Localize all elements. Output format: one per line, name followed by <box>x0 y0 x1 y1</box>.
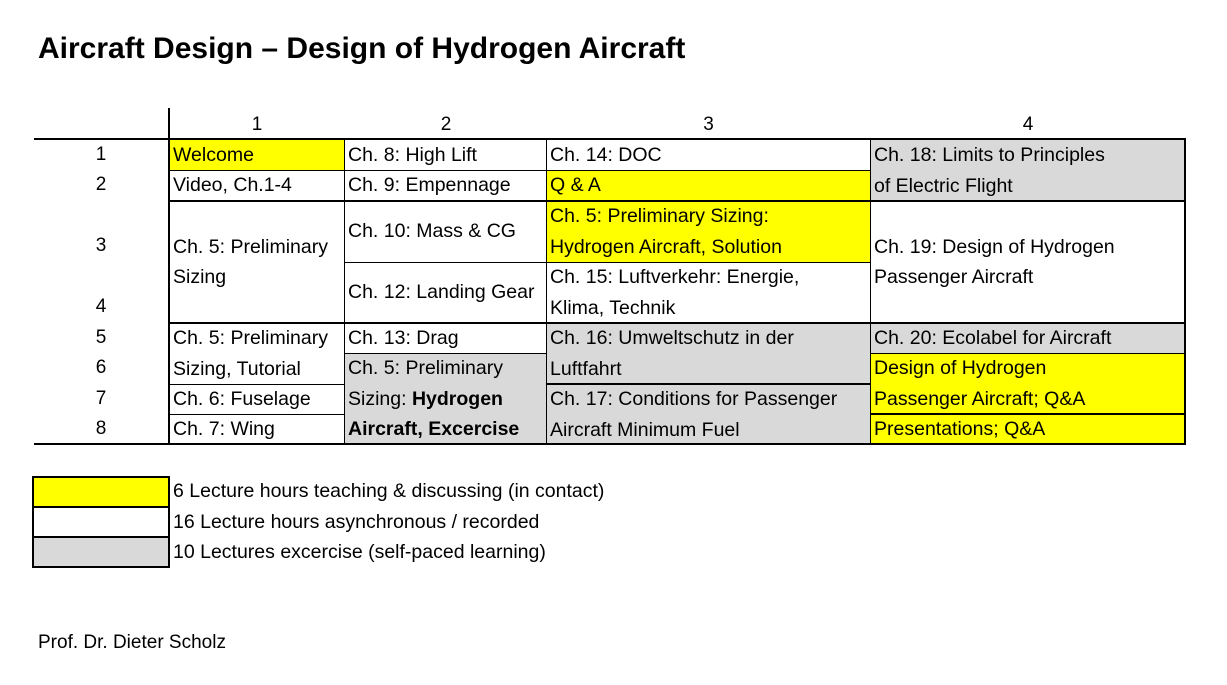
cell-text: Hydrogen Aircraft, Solution <box>550 235 782 258</box>
cell-limits-electric <box>871 140 1185 201</box>
cell-text: Ch. 5: Preliminary <box>173 327 328 349</box>
cell-text: Ch. 15: Luftverkehr: Energie, <box>550 266 800 288</box>
row-label-2: 2 <box>95 174 107 195</box>
legend-border <box>32 506 170 508</box>
cell-text: Welcome <box>173 144 254 166</box>
cell-mass-cg <box>345 201 547 262</box>
cell-empennage <box>345 170 547 201</box>
cell-preliminary-sizing <box>170 201 344 323</box>
cell-ecolabel <box>871 323 1185 353</box>
cell-landing-gear <box>345 262 547 323</box>
legend-swatch-recorded <box>34 508 168 536</box>
cell-text: Ch. 13: Drag <box>348 327 459 349</box>
column-header-4: 4 <box>1022 114 1034 135</box>
cell-text: Passenger Aircraft; Q&A <box>874 387 1086 410</box>
cell-conditions <box>547 384 870 444</box>
cell-text: Sizing <box>173 266 227 288</box>
cell-text: Ch. 18: Limits to Principles <box>874 144 1105 166</box>
cell-text: Aircraft Minimum Fuel <box>550 418 740 441</box>
cell-text: Aircraft, Excercise <box>348 418 520 440</box>
cell-text: Ch. 14: DOC <box>550 144 662 166</box>
legend-border <box>32 476 34 568</box>
cell-q-and-a <box>547 170 870 201</box>
column-header-1: 1 <box>251 114 263 135</box>
cell-text: Ch. 5: Preliminary <box>173 235 328 258</box>
cell-hydrogen-exercise <box>345 353 547 444</box>
page-title: Aircraft Design – Design of Hydrogen Aircraft <box>38 32 686 65</box>
cell-text: Design of Hydrogen <box>874 357 1047 379</box>
row-label-8: 8 <box>95 418 107 439</box>
legend-border <box>32 566 170 568</box>
cell-text: Ch. 20: Ecolabel for Aircraft <box>874 327 1112 349</box>
cell-text: Ch. 10: Mass & CG <box>348 220 516 243</box>
grid-line <box>345 353 547 354</box>
row-label-5: 5 <box>95 327 107 348</box>
cell-text: of Electric Flight <box>874 174 1013 197</box>
grid-line <box>168 108 170 444</box>
cell-text: Ch. 6: Fuselage <box>173 388 311 410</box>
row-label-1: 1 <box>95 144 107 165</box>
cell-fuselage <box>170 384 344 414</box>
cell-text: Ch. 16: Umweltschutz in der <box>550 327 794 349</box>
cell-text: Ch. 7: Wing <box>173 418 275 440</box>
grid-line <box>546 140 547 444</box>
cell-text: Presentations; Q&A <box>874 418 1046 440</box>
legend-border <box>32 536 170 538</box>
cell-text: Ch. 8: High Lift <box>348 144 477 166</box>
grid-line <box>344 140 345 444</box>
cell-umweltschutz <box>547 323 870 384</box>
cell-design-hydrogen-qa <box>871 353 1185 414</box>
grid-line <box>170 384 344 385</box>
legend-label-contact: 6 Lecture hours teaching & discussing (in contact) <box>173 480 605 502</box>
grid-line <box>170 414 344 415</box>
cell-text: Luftfahrt <box>550 357 622 380</box>
grid-line <box>1184 138 1186 445</box>
cell-text: Ch. 5: Preliminary Sizing: <box>550 205 769 227</box>
cell-design-hydrogen <box>871 201 1185 323</box>
cell-text: Q & A <box>550 174 601 196</box>
cell-wing <box>170 414 344 444</box>
row-label-4: 4 <box>95 296 107 317</box>
legend-border <box>168 476 170 568</box>
cell-text: Ch. 12: Landing Gear <box>348 281 535 304</box>
cell-luftverkehr <box>547 262 870 323</box>
grid-line <box>547 383 870 385</box>
grid-line <box>871 413 1185 415</box>
cell-text: Passenger Aircraft <box>874 266 1034 288</box>
cell-text: Video, Ch.1-4 <box>173 174 292 196</box>
legend-label-recorded: 16 Lecture hours asynchronous / recorded <box>173 511 540 533</box>
cell-presentations <box>871 414 1185 444</box>
cell-video <box>170 170 344 201</box>
grid-line <box>871 353 1185 354</box>
author-footer: Prof. Dr. Dieter Scholz <box>38 632 226 653</box>
cell-text: Ch. 17: Conditions for Passenger <box>550 388 838 410</box>
grid-line <box>34 138 1186 140</box>
column-header-2: 2 <box>440 114 452 135</box>
cell-sizing-tutorial <box>170 323 344 384</box>
cell-text: Ch. 19: Design of Hydrogen <box>874 235 1115 258</box>
cell-text: Ch. 9: Empennage <box>348 174 511 196</box>
cell-text: Ch. 5: Preliminary <box>348 357 503 379</box>
cell-high-lift <box>345 140 547 170</box>
legend-label-exercise: 10 Lectures excercise (self-paced learning) <box>173 541 546 563</box>
cell-text: Klima, Technik <box>550 296 676 319</box>
cell-doc <box>547 140 870 170</box>
row-label-3: 3 <box>95 235 107 256</box>
column-header-3: 3 <box>703 114 714 135</box>
grid-line <box>170 170 870 171</box>
legend-border <box>32 476 170 478</box>
cell-text: Sizing, Tutorial <box>173 357 301 380</box>
cell-welcome <box>170 140 344 170</box>
grid-line <box>34 443 1186 445</box>
cell-drag <box>345 323 547 353</box>
row-label-6: 6 <box>95 357 107 378</box>
cell-sizing-solution <box>547 201 870 262</box>
cell-text-bold: Hydrogen <box>411 387 503 410</box>
legend-swatch-contact <box>34 478 168 506</box>
legend-swatch-exercise <box>34 538 168 566</box>
cell-text-plain: Sizing: <box>348 387 412 410</box>
row-label-7: 7 <box>95 388 107 409</box>
grid-line <box>870 140 871 444</box>
grid-line <box>345 262 870 263</box>
cell-text <box>348 384 547 415</box>
grid-line <box>170 200 1185 202</box>
grid-line <box>170 322 1185 324</box>
